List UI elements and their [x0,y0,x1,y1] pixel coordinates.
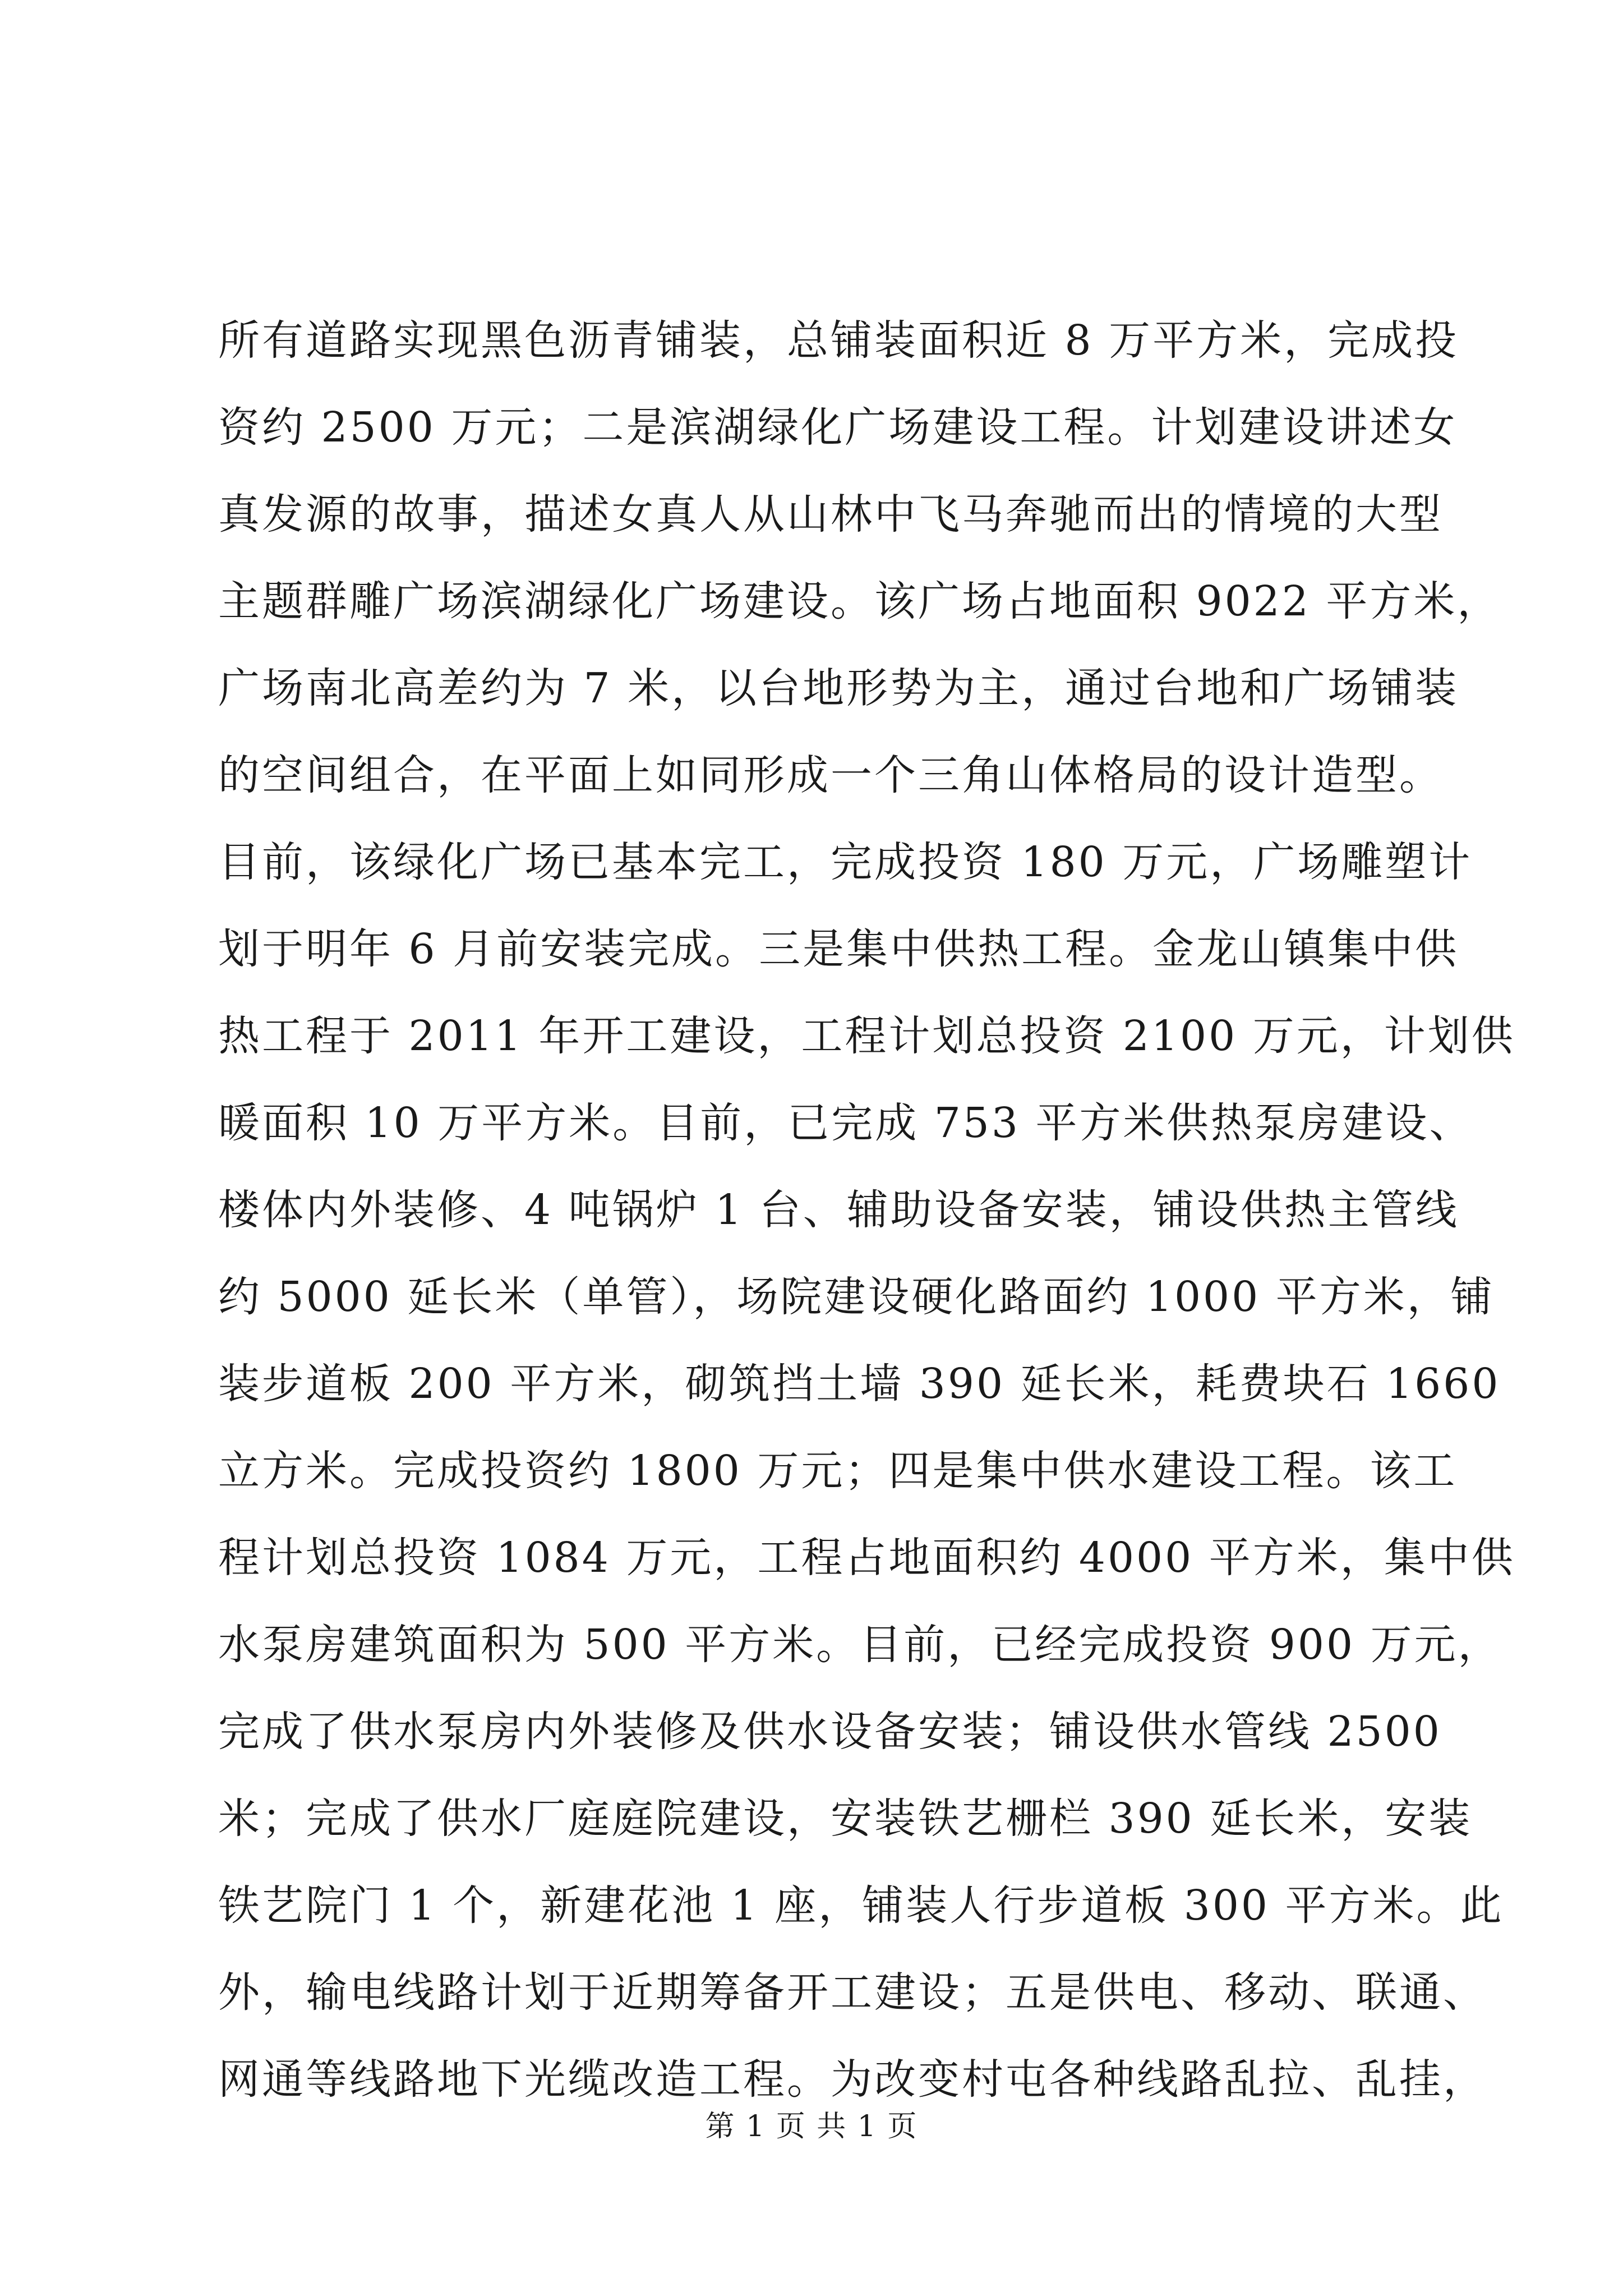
body-paragraph [218,297,1515,2123]
text-line: 真发源的故事，描述女真人从山林中飞马奔驰而出的情境的大型 [218,490,1443,539]
text-line: 的空间组合，在平面上如同形成一个三角山体格局的设计造型。 [218,751,1443,799]
page-number-footer: 第 1 页 共 1 页 [705,2110,918,2143]
text-line: 米；完成了供水厂庭庭院建设，安装铁艺栅栏 390 延长米，安装 [218,1795,1473,1843]
text-line: 网通等线路地下光缆改造工程。为改变村屯各种线路乱拉、乱挂， [218,2055,1487,2104]
text-line: 装步道板 200 平方米，砌筑挡土墙 390 延长米，耗费块石 1660 [218,1360,1501,1408]
text-line: 所有道路实现黑色沥青铺装，总铺装面积近 8 万平方米，完成投 [218,316,1459,365]
text-line: 热工程于 2011 年开工建设，工程计划总投资 2100 万元，计划供 [218,1012,1515,1060]
text-line: 资约 2500 万元；二是滨湖绿化广场建设工程。计划建设讲述女 [218,403,1458,452]
text-line: 主题群雕广场滨湖绿化广场建设。该广场占地面积 9022 平方米， [218,577,1501,625]
text-line: 约 5000 延长米（单管），场院建设硬化路面约 1000 平方米，铺 [218,1273,1495,1321]
text-line: 楼体内外装修、4 吨锅炉 1 台、辅助设备安装，铺设供热主管线 [218,1186,1459,1234]
text-line: 暖面积 10 万平方米。目前，已完成 753 平方米供热泵房建设、 [218,1099,1473,1147]
text-line: 水泵房建筑面积为 500 平方米。目前，已经完成投资 900 万元， [218,1621,1502,1669]
text-line: 程计划总投资 1084 万元，工程占地面积约 4000 平方米，集中供 [218,1534,1515,1582]
text-line: 铁艺院门 1 个，新建花池 1 座，铺装人行步道板 300 平方米。此 [218,1881,1504,1930]
text-line: 广场南北高差约为 7 米，以台地形势为主，通过台地和广场铺装 [218,664,1459,712]
text-line: 外，输电线路计划于近期筹备开工建设；五是供电、移动、联通、 [218,1968,1487,2017]
text-line: 划于明年 6 月前安装完成。三是集中供热工程。金龙山镇集中供 [218,925,1459,973]
text-line: 完成了供水泵房内外装修及供水设备安装；铺设供水管线 2500 [218,1708,1442,1756]
text-line: 立方米。完成投资约 1800 万元；四是集中供水建设工程。该工 [218,1447,1458,1495]
text-line: 目前，该绿化广场已基本完工，完成投资 180 万元，广场雕塑计 [218,838,1473,886]
